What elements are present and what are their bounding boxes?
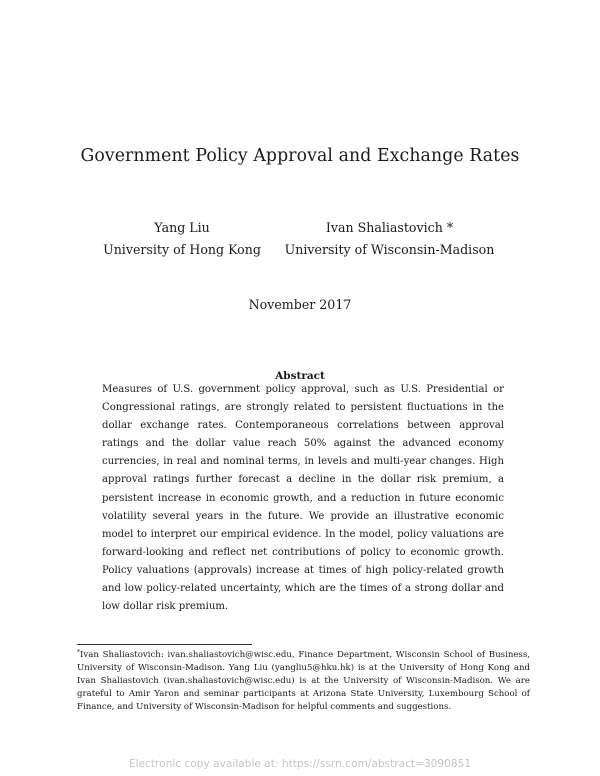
footnote-text: Ivan Shaliastovich: ivan.shaliastovich@wisc.edu, Finance Department, Wisconsin School of Business, University of Wisconsin-Madison. Yang Liu (yangliu5@hku.hk) is at the University of Hong Kong and Ivan Shaliastovich (ivan.shaliastovich@wisc.edu) is at the University of Wisconsin-Madison. We are grateful to Amir Yaron and seminar participants at Arizona State University, Luxembourg School of Finance, and University of Wisconsin-Madison for helpful comments and suggestions. (77, 650, 530, 712)
author-block-1 (92, 217, 272, 261)
author-block-2 (272, 217, 507, 261)
author-affiliation: University of Wisconsin-Madison (284, 242, 495, 257)
author-affiliation: University of Hong Kong (103, 242, 261, 257)
abstract-heading: Abstract (275, 370, 325, 382)
paper-title: Government Policy Approval and Exchange Rates (80, 146, 520, 166)
author-name: Yang Liu (154, 220, 210, 235)
ssrn-watermark: Electronic copy available at: https://ssrn.com/abstract=3090851 (128, 758, 472, 770)
author-name: Ivan Shaliastovich * (325, 220, 454, 235)
footnote-marker: * (77, 649, 80, 656)
footnote (77, 647, 530, 714)
footnote-divider (77, 644, 252, 645)
paper-date: November 2017 (248, 297, 352, 312)
abstract-text: Measures of U.S. government policy approval, such as U.S. Presidential or Congressional ratings, are strongly related to persistent fluctuations in the dollar exchange rates. Contemporaneous correlations between approval ratings and the dollar value reach 50% against the advanced economy currencies, in real and nominal terms, in levels and multi-year changes. High approval ratings further forecast a decline in the dollar risk premium, a persistent increase in economic growth, and a reduction in future economic volatility several years in the future. We provide an illustrative economic model to interpret our empirical evidence. In the model, policy valuations are forward-looking and reflect net contributions of policy to economic growth. Policy valuations (approvals) increase at times of high policy-related growth and low policy-related uncertainty, which are the times of a strong dollar and low dollar risk premium. (102, 384, 504, 613)
